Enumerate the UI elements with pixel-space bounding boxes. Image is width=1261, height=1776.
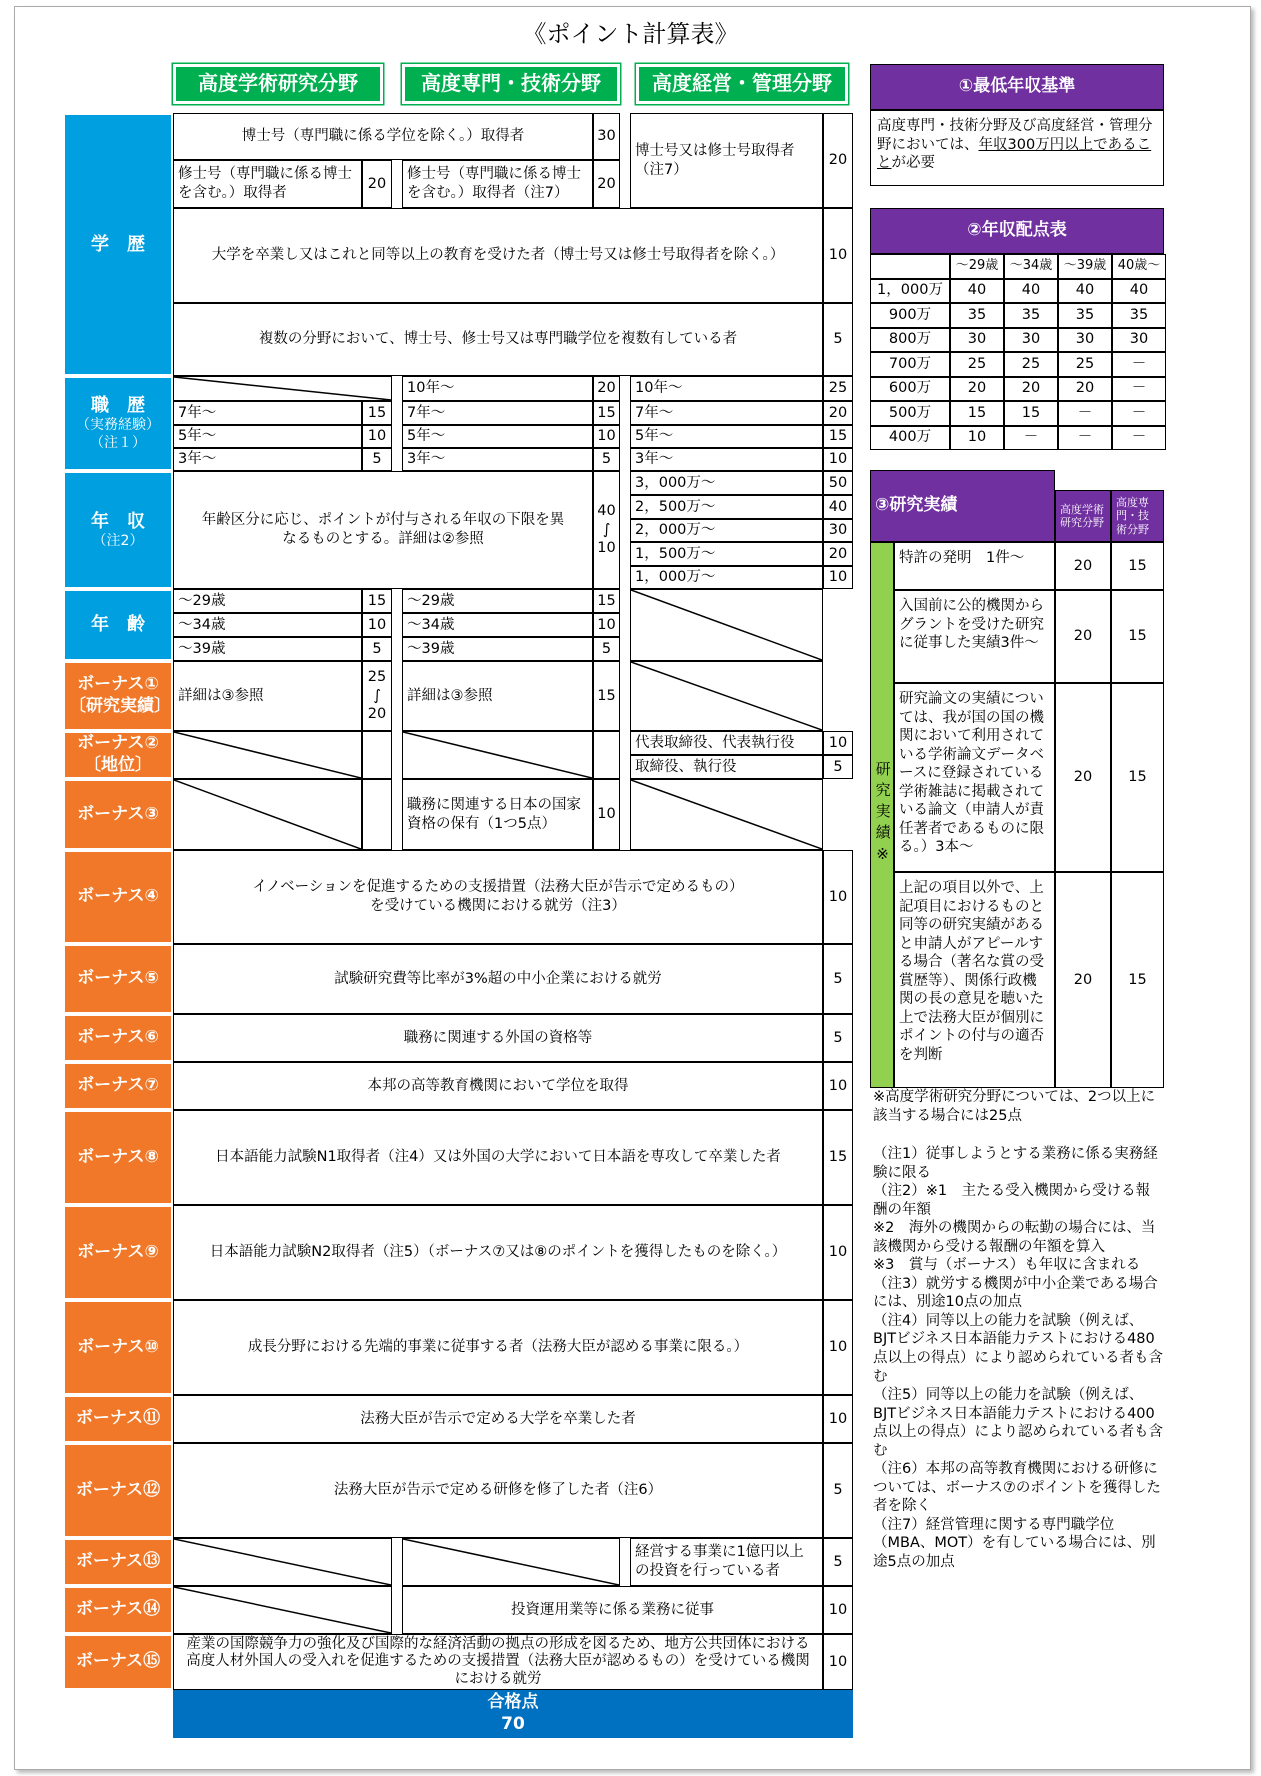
bonus9-points: 10 [823,1205,853,1300]
category-bonus-14: ボーナス⑭ [63,1586,173,1634]
income-table-cell: 35 [950,303,1004,328]
category-education: 学 歴 [63,113,173,376]
career-specialized-label: 7年～ [402,401,593,425]
career-specialized-points: 15 [593,401,620,425]
income-table-cell: － [1058,426,1112,451]
income-table-row-label: 600万 [870,377,950,402]
category-bonus-4: ボーナス④ [63,850,173,944]
category-bonus-11: ボーナス⑪ [63,1395,173,1443]
bonus9-text: 日本語能力試験N2取得者（注5）（ボーナス⑦又は⑧のポイントを獲得したものを除く。） [173,1205,823,1300]
bonus7-points: 10 [823,1062,853,1110]
research-col-academic: 高度学術研究分野 [1055,490,1111,542]
career-specialized-points: 10 [593,425,620,448]
edu-master-academic: 修士号（専門職に係る博士を含む。）取得者 [173,160,362,208]
income-management-label: 3，000万～ [630,471,823,495]
edu-management: 博士号又は修士号取得者（注7） [630,113,823,208]
bonus14-points: 10 [823,1586,853,1634]
income-table-cell: 35 [1112,303,1166,328]
header-academic: 高度学術研究分野 [173,64,383,104]
bonus6-text: 職務に関連する外国の資格等 [173,1014,823,1062]
age-specialized-label: ～34歳 [402,613,593,637]
min-income-title: ①最低年収基準 [870,64,1164,110]
bonus11-text: 法務大臣が告示で定める大学を卒業した者 [173,1395,823,1443]
category-bonus-9: ボーナス⑨ [63,1205,173,1300]
bonus13-management: 経営する事業に1億円以上の投資を行っている者 [630,1538,823,1586]
research-row-academic-points: 20 [1055,683,1111,872]
note-item: （注3）就労する機関が中小企業である場合には、別途10点の加点 [873,1275,1158,1311]
edu-university: 大学を卒業し又はこれと同等以上の教育を受けた者（博士号又は修士号取得者を除く。） [173,208,823,303]
note-item: （注5）同等以上の能力を試験（例えば、BJTビジネス日本語能力テストにおける400点以上の得点）により認められている者も含む [873,1387,1163,1459]
income-management-points: 30 [823,519,853,542]
age-management-empty [630,589,823,661]
header-management: 高度経営・管理分野 [636,64,848,104]
income-table-title: ②年収配点表 [870,208,1164,254]
note-item: ※2 海外の機関からの転勤の場合には、当該機関から受ける報酬の年額を算入 [873,1220,1156,1255]
bonus12-points: 5 [823,1443,853,1538]
income-table-cell: 20 [950,377,1004,402]
bonus3-specialized-points: 10 [593,779,620,850]
bonus2-row-points: 5 [823,755,853,779]
edu-master-academic-points: 20 [362,160,392,208]
income-management-points: 40 [823,495,853,519]
bonus12-text: 法務大臣が告示で定める研修を修了した者（注6） [173,1443,823,1538]
bonus3-academic-empty [173,779,362,850]
income-table-cell: 30 [1112,328,1166,353]
income-table-cell: 25 [1058,352,1112,377]
research-row-text: 特許の発明 1件～ [894,542,1055,590]
bonus11-points: 10 [823,1395,853,1443]
bonus8-points: 15 [823,1110,853,1205]
income-management-points: 50 [823,471,853,495]
income-management-points: 20 [823,542,853,566]
income-table-cell: 40 [1004,279,1058,304]
research-row-academic-points: 20 [1055,872,1111,1088]
bonus10-text: 成長分野における先端的事業に従事する者（法務大臣が認める事業に限る。） [173,1300,823,1395]
min-income-body: 高度専門・技術分野及び高度経営・管理分野においては、年収300万円以上であることが必要 [870,110,1164,186]
career-management-label: 5年～ [630,425,823,448]
income-table-cell: 25 [950,352,1004,377]
income-table-cell: 40 [1058,279,1112,304]
income-table-col-header: ～34歳 [1004,254,1058,279]
bonus13-specialized-empty [402,1538,620,1586]
career-management-points: 25 [823,376,853,401]
income-table-cell: － [1112,401,1166,426]
category-bonus-10: ボーナス⑩ [63,1300,173,1395]
income-table-col-header: ～29歳 [950,254,1004,279]
income-table-row-label: 400万 [870,426,950,451]
income-table-row-label: 500万 [870,401,950,426]
career-management-points: 15 [823,425,853,448]
income-table-cell: － [1058,401,1112,426]
income-table-cell: 20 [1004,377,1058,402]
bonus4-points: 10 [823,850,853,944]
age-specialized-points: 15 [593,589,620,613]
career-academic-label: 5年～ [173,425,362,448]
career-management-label: 10年～ [630,376,823,401]
income-table-cell: 10 [950,426,1004,451]
age-academic-points: 5 [362,637,392,661]
income-table-cell: － [1112,426,1166,451]
career-academic-empty [173,376,392,401]
age-academic-points: 10 [362,613,392,637]
income-table-cell: 30 [950,328,1004,353]
note-item: （注4）同等以上の能力を試験（例えば、BJTビジネス日本語能力テストにおける480点以上の得点）により認められている者も含む [873,1312,1163,1385]
income-table-col-header: 40歳～ [1112,254,1166,279]
passing-score: 合格点 70 [173,1690,853,1738]
income-table-cell: 35 [1004,303,1058,328]
bonus6-points: 5 [823,1014,853,1062]
income-management-label: 1，500万～ [630,542,823,566]
category-career: 職 歴 （実務経験） （注１） [63,376,173,471]
bonus3-academic-points-empty [362,779,392,850]
note-item: （注6）本邦の高等教育機関における研修については、ボーナス⑦のポイントを獲得した者を除く [873,1461,1161,1515]
income-table-cell: 15 [950,401,1004,426]
bonus3-management-empty [630,779,823,850]
income-management-label: 1，000万～ [630,566,823,589]
header-specialized: 高度専門・技術分野 [402,64,620,104]
edu-master-specialized: 修士号（専門職に係る博士を含む。）取得者（注7） [402,160,593,208]
age-specialized-label: ～39歳 [402,637,593,661]
bonus3-specialized: 職務に関連する日本の国家資格の保有（1つ5点） [402,779,593,850]
bonus1-management-empty [630,661,823,731]
category-bonus-1: ボーナス① 〔研究実績〕 [63,661,173,731]
bonus13-academic-empty [173,1538,392,1586]
edu-doctor: 博士号（専門職に係る学位を除く。）取得者 [173,113,593,160]
research-row-academic-points: 20 [1055,590,1111,683]
category-age: 年 齢 [63,589,173,661]
bonus1-academic-points: 25 ∫ 20 [362,661,392,731]
income-table-cell: 15 [1004,401,1058,426]
research-row-specialized-points: 15 [1111,683,1164,872]
note-item: （注7）経営管理に関する専門職学位（MBA、MOT）を有している場合には、別途5点の加点 [873,1516,1156,1571]
bonus14-academic-empty [173,1586,392,1634]
edu-multiple: 複数の分野において、博士号、修士号又は専門職学位を複数有している者 [173,303,823,376]
income-table-cell: 25 [1004,352,1058,377]
category-bonus-13: ボーナス⑬ [63,1538,173,1586]
category-bonus-5: ボーナス⑤ [63,944,173,1014]
age-specialized-points: 5 [593,637,620,661]
bonus13-points: 5 [823,1538,853,1586]
income-table-cell: 30 [1004,328,1058,353]
bonus2-row-points: 10 [823,731,853,755]
income-table-cell: 30 [1058,328,1112,353]
research-row-text: 上記の項目以外で、上記項目におけるものと同等の研究実績があると申請人がアピールする場合（著名な賞の受賞歴等）、関係行政機関の長の意見を聴いた上で法務大臣が個別にポイントの付与の適否を判断 [894,872,1055,1088]
category-bonus-2: ボーナス② 〔地位〕 [63,731,173,779]
age-academic-label: ～29歳 [173,589,362,613]
research-row-specialized-points: 15 [1111,872,1164,1088]
bonus5-text: 試験研究費等比率が3%超の中小企業における就労 [173,944,823,1014]
income-table-cell: 35 [1058,303,1112,328]
income-management-label: 2，500万～ [630,495,823,519]
bonus2-specialized-empty [402,731,593,779]
career-academic-label: 7年～ [173,401,362,425]
research-row-text: 入国前に公的機関からグラントを受けた研究に従事した実績3件～ [894,590,1055,683]
income-table-cell: － [1004,426,1058,451]
edu-doctor-points: 30 [593,113,620,160]
edu-multiple-points: 5 [823,303,853,376]
income-table-row-label: 700万 [870,352,950,377]
career-academic-points: 10 [362,425,392,448]
income-table-cell: 40 [1112,279,1166,304]
income-table-cell: 40 [950,279,1004,304]
bonus2-row-label: 取締役、執行役 [630,755,823,779]
bonus4-text: イノベーションを促進するための支援措置（法務大臣が告示で定めるもの） を受けている機関における就労（注3） [173,850,823,944]
bonus15-points: 10 [823,1634,853,1690]
income-management-points: 10 [823,566,853,589]
income-table-corner [870,254,950,279]
category-bonus-6: ボーナス⑥ [63,1014,173,1062]
career-specialized-label: 3年～ [402,448,593,471]
bonus1-academic: 詳細は③参照 [173,661,362,731]
career-management-points: 10 [823,448,853,471]
note-item: （注2）※1 主たる受入機関から受ける報酬の年額 [873,1183,1151,1218]
career-academic-label: 3年～ [173,448,362,471]
note-item: （注1）従事しようとする業務に係る実務経験に限る [873,1146,1158,1181]
research-row-specialized-points: 15 [1111,542,1164,590]
career-specialized-points: 5 [593,448,620,471]
bonus15-text: 産業の国際競争力の強化及び国際的な経済活動の拠点の形成を図るため、地方公共団体における高度人材外国人の受入れを促進するための支援措置（法務大臣が認めるもの）を受けている機関における就労 [173,1634,823,1690]
edu-management-points: 20 [823,113,853,208]
bonus10-points: 10 [823,1300,853,1395]
career-specialized-label: 5年～ [402,425,593,448]
research-footnote: ※高度学術研究分野については、2つ以上に該当する場合には25点 [873,1089,1156,1124]
career-management-label: 7年～ [630,401,823,425]
research-row-specialized-points: 15 [1111,590,1164,683]
research-title: ③研究実績 [870,470,1055,542]
category-bonus-15: ボーナス⑮ [63,1634,173,1690]
income-points: 40 ∫ 10 [593,471,620,589]
income-table-cell: － [1112,352,1166,377]
career-academic-points: 15 [362,401,392,425]
bonus2-academic-points-empty [362,731,392,779]
edu-university-points: 10 [823,208,853,303]
career-specialized-points: 20 [593,376,620,401]
career-academic-points: 5 [362,448,392,471]
research-col-specialized: 高度専門・技術分野 [1111,490,1164,542]
category-bonus-8: ボーナス⑧ [63,1110,173,1205]
note-item: ※3 賞与（ボーナス）も年収に含まれる [873,1257,1141,1274]
edu-master-specialized-points: 20 [593,160,620,208]
income-management-label: 2，000万～ [630,519,823,542]
bonus1-specialized: 詳細は③参照 [402,661,593,731]
career-specialized-label: 10年～ [402,376,593,401]
age-academic-points: 15 [362,589,392,613]
research-side-label: 研究実績※ [870,542,894,1088]
bonus7-text: 本邦の高等教育機関において学位を取得 [173,1062,823,1110]
age-specialized-points: 10 [593,613,620,637]
bonus2-academic-empty [173,731,362,779]
income-table-row-label: 900万 [870,303,950,328]
age-academic-label: ～39歳 [173,637,362,661]
notes [873,1145,1163,1572]
category-bonus-12: ボーナス⑫ [63,1443,173,1538]
age-academic-label: ～34歳 [173,613,362,637]
bonus8-text: 日本語能力試験N1取得者（注4）又は外国の大学において日本語を専攻して卒業した者 [173,1110,823,1205]
bonus14-text: 投資運用業等に係る業務に従事 [402,1586,823,1634]
income-table-row-label: 800万 [870,328,950,353]
research-row-academic-points: 20 [1055,542,1111,590]
income-table-col-header: ～39歳 [1058,254,1112,279]
page-title: 《ポイント計算表》 [522,20,739,48]
income-table-cell: 20 [1058,377,1112,402]
income-table-row-label: 1，000万 [870,279,950,304]
bonus2-specialized-points-empty [593,731,620,779]
age-specialized-label: ～29歳 [402,589,593,613]
bonus5-points: 5 [823,944,853,1014]
income-description: 年齢区分に応じ、ポイントが付与される年収の下限を異なるものとする。詳細は②参照 [173,471,593,589]
category-bonus-7: ボーナス⑦ [63,1062,173,1110]
category-income: 年 収 （注2） [63,471,173,589]
bonus1-specialized-points: 15 [593,661,620,731]
career-management-label: 3年～ [630,448,823,471]
research-row-text: 研究論文の実績については、我が国の国の機関において利用されている学術論文データベースに登録されている学術雑誌に掲載されている論文（申請人が責任著者であるものに限る。）3本～ [894,683,1055,872]
career-management-points: 20 [823,401,853,425]
category-bonus-3: ボーナス③ [63,779,173,850]
bonus2-row-label: 代表取締役、代表執行役 [630,731,823,755]
income-table-cell: － [1112,377,1166,402]
